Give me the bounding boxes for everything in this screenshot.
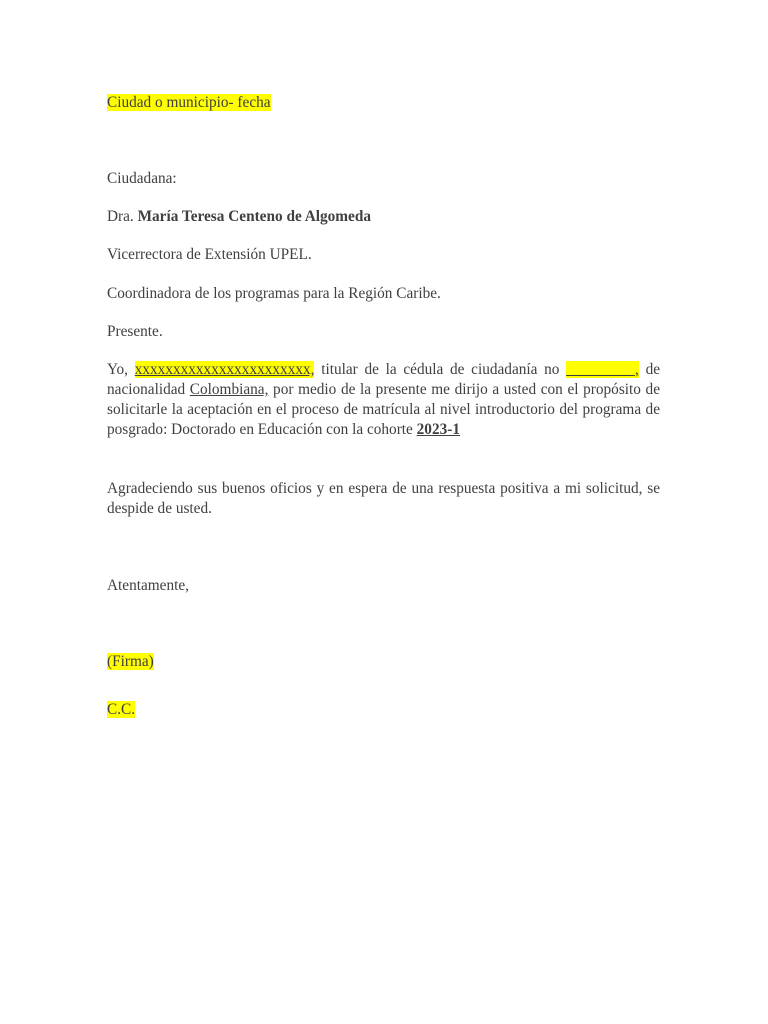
id-placeholder: _________, <box>566 361 639 378</box>
body-id-text: titular de la cédula de ciudadanía no <box>314 361 567 378</box>
recipient-line <box>107 207 371 227</box>
signature-line <box>107 652 154 672</box>
recipient-title-1: Vicerrectora de Extensión UPEL. <box>107 246 312 263</box>
recipient-name: María Teresa Centeno de Algomeda <box>137 208 371 225</box>
id-label: C.C. <box>107 701 136 718</box>
place-date-line <box>107 93 271 113</box>
closing: Atentamente, <box>107 577 189 594</box>
name-placeholder: xxxxxxxxxxxxxxxxxxxxxxx, <box>134 361 315 378</box>
id-label-line <box>107 700 135 720</box>
cohort: 2023-1 <box>416 421 460 438</box>
body-nationality-prefix: de nacionalidad <box>107 361 661 398</box>
greeting: Ciudadana: <box>107 170 177 187</box>
nationality: Colombiana, <box>189 381 269 398</box>
place-date: Ciudad o municipio- fecha <box>107 94 271 111</box>
request-paragraph <box>107 360 660 440</box>
presente: Presente. <box>107 323 163 340</box>
thanks-paragraph: Agradeciendo sus buenos oficios y en espera de una respuesta positiva a mi solicitud, se despide de usted. <box>107 480 660 517</box>
body-request-text: por medio de la presente me dirijo a usted con el propósito de solicitarle la aceptación en el proceso de matrícula al nivel introductorio del programa de posgrado: Doctorado en Educación con la cohorte <box>107 381 660 438</box>
recipient-title-2: Coordinadora de los programas para la Región Caribe. <box>107 285 441 302</box>
signature-placeholder: (Firma) <box>107 653 154 670</box>
recipient-prefix: Dra. <box>107 208 138 225</box>
body-yo: Yo, <box>107 361 135 378</box>
